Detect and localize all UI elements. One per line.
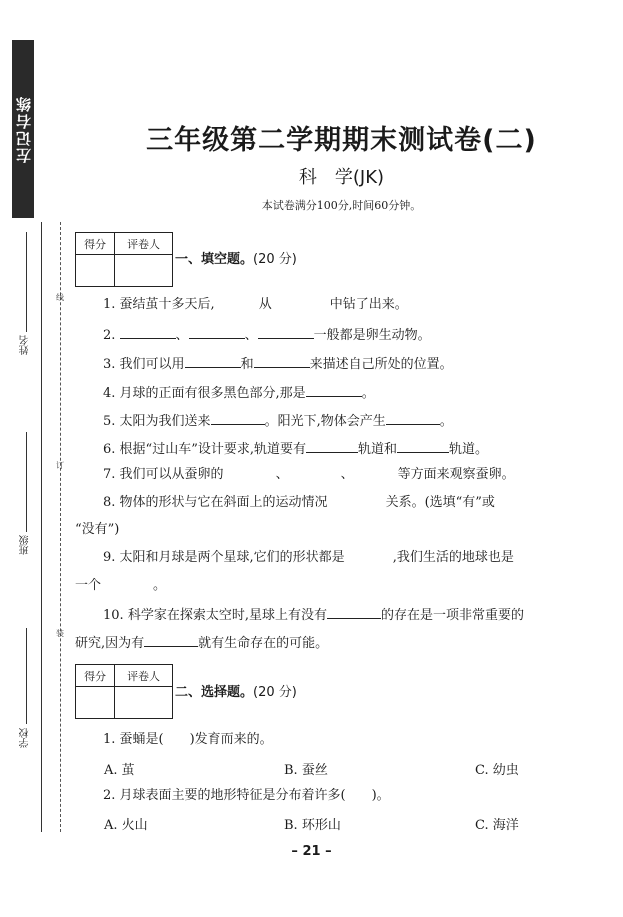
option-a[interactable]: A. 火山 <box>104 818 148 833</box>
page-number: – 21 – <box>291 844 332 859</box>
option-c[interactable]: C. 海洋 <box>475 818 519 833</box>
grader-cell[interactable] <box>115 687 173 719</box>
page-title: 三年级第二学期期末测试卷(二) <box>146 125 537 156</box>
cut-line <box>60 222 62 832</box>
question-2-2: 2. 月球表面主要的地形特征是分布着许多( )。 <box>103 788 390 803</box>
grader-cell[interactable] <box>115 255 173 287</box>
score-cell[interactable] <box>76 687 115 719</box>
option-c[interactable]: C. 幼虫 <box>475 763 519 778</box>
grader-label: 评卷人 <box>115 233 173 255</box>
question-1-3: 3. 我们可以用 和 来描述自己所处的位置。 <box>75 354 613 374</box>
answer-blank[interactable] <box>327 605 381 619</box>
binding-line <box>41 222 42 832</box>
question-1-9: 9. 太阳和月球是两个星球,它们的形状都是 ,我们生活的地球也是 <box>103 550 514 565</box>
option-b[interactable]: B. 环形山 <box>284 818 341 833</box>
answer-blank[interactable] <box>386 411 440 425</box>
question-1-9-cont: 一个 。 <box>75 578 167 593</box>
class-label: 班级 <box>20 535 31 555</box>
exam-note: 本试卷满分100分,时间60分钟。 <box>261 199 422 212</box>
question-1-8-cont: “没有”) <box>75 522 120 537</box>
section1-heading: 一、填空题。(20 分) <box>175 252 297 267</box>
answer-blank[interactable] <box>258 325 314 339</box>
school-label: 学校 <box>20 728 31 748</box>
question-1-7: 7. 我们可以从蚕卵的 、 、 等方面来观察蚕卵。 <box>103 467 515 482</box>
question-1-5: 5. 太阳为我们送来 。阳光下,物体会产生 。 <box>75 411 613 431</box>
question-2-1: 1. 蚕蛹是( )发育而来的。 <box>103 732 273 747</box>
grader-label: 评卷人 <box>115 665 173 687</box>
name-field[interactable] <box>26 232 27 332</box>
answer-blank[interactable] <box>120 325 176 339</box>
answer-blank[interactable] <box>254 354 310 368</box>
score-box-2 <box>75 664 173 719</box>
brand-logo: 左记右练 <box>12 40 34 218</box>
answer-blank[interactable] <box>144 633 198 647</box>
class-field[interactable] <box>26 432 27 532</box>
answer-blank[interactable] <box>189 325 245 339</box>
section2-heading: 二、选择题。(20 分) <box>175 685 297 700</box>
option-a[interactable]: A. 茧 <box>104 763 135 778</box>
seal-mark-pack: 装 <box>56 629 64 638</box>
answer-blank[interactable] <box>306 383 362 397</box>
question-1-8: 8. 物体的形状与它在斜面上的运动情况 关系。(选填“有”或 <box>103 495 495 510</box>
answer-blank[interactable] <box>185 354 241 368</box>
question-1-10: 10. 科学家在探索太空时,星球上有没有 的存在是一项非常重要的 <box>75 605 613 625</box>
answer-blank[interactable] <box>397 439 449 453</box>
school-field[interactable] <box>26 628 27 724</box>
question-1-4: 4. 月球的正面有很多黑色部分,那是 。 <box>75 383 613 403</box>
seal-mark-bind: 订 <box>56 461 64 470</box>
score-cell[interactable] <box>76 255 115 287</box>
score-label: 得分 <box>76 665 115 687</box>
question-1-6: 6. 根据“过山车”设计要求,轨道要有 轨道和 轨道。 <box>75 439 613 459</box>
seal-mark-line: 线 <box>56 293 64 302</box>
name-label: 姓名 <box>20 335 31 355</box>
question-1-10-cont: 研究,因为有 就有生命存在的可能。 <box>75 633 585 653</box>
subject-title: 科 学(JK) <box>298 167 385 188</box>
answer-blank[interactable] <box>211 411 265 425</box>
score-label: 得分 <box>76 233 115 255</box>
option-b[interactable]: B. 蚕丝 <box>284 763 328 778</box>
question-1-1: 1. 蚕结茧十多天后, 从 中钻了出来。 <box>103 297 408 312</box>
answer-blank[interactable] <box>306 439 358 453</box>
score-box-1 <box>75 232 173 287</box>
question-1-2: 2. 、 、 一般都是卵生动物。 <box>75 325 613 345</box>
